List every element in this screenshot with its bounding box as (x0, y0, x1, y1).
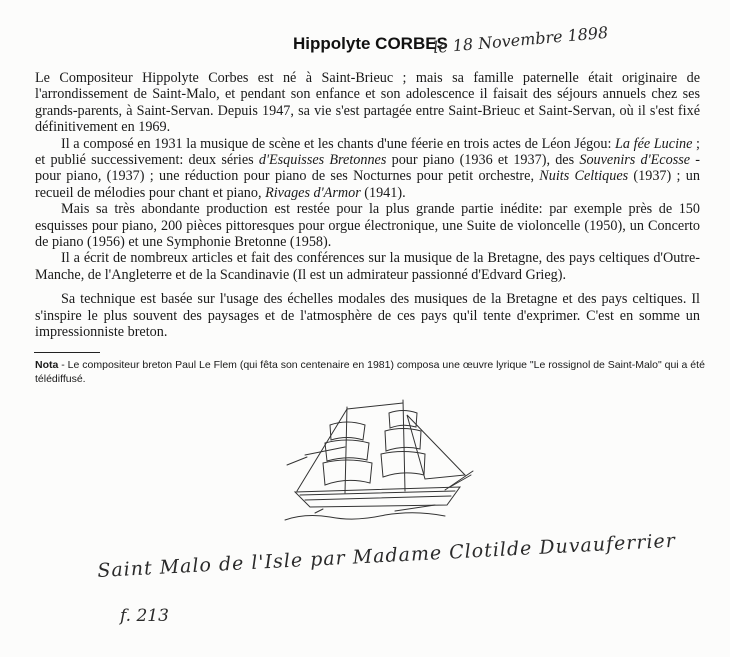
note-divider (34, 352, 100, 353)
work-title: Nuits Celtiques (539, 168, 629, 185)
handwritten-attribution: Saint Malo de l'Isle par Madame Clotilde Duvauferrier (96, 529, 677, 582)
text-run: ; et publié successivement: deux séries (35, 135, 700, 169)
text-run: - pour piano, (1937) ; une réduction pour piano de ses Nocturnes pour petit orchestre, (35, 152, 700, 185)
paragraph-3: Mais sa très abondante production est restée pour la plus grande partie inédite: par exemple près de 150 esquisses pour piano, 200 pièces pittoresques pour orgue électronique, une Suite de violoncelle (1950), un Concerto de piano (1956) et une Symphonie Bretonne (1958). (35, 201, 700, 251)
text-run: (1941). (360, 184, 406, 201)
text-run: (1937) ; un recueil de mélodies pour chant et piano, (35, 168, 700, 201)
paragraph-4: Il a écrit de nombreux articles et fait des conférences sur la musique de la Bretagne, des pays celtiques d'Outre-Manche, de l'Angleterre et de la Scandinavie (Il est un admirateur passionné d'Edvard Grieg). (35, 250, 700, 283)
biography-text (35, 70, 700, 341)
sailing-ship-sketch-icon (275, 395, 475, 535)
text-run: Il a composé en 1931 la musique de scène et les chants d'une féerie en trois actes de Léon Jégou: (61, 135, 616, 152)
paragraph-5: Sa technique est basée sur l'usage des échelles modales des musiques de la Bretagne et des pays celtiques. Il s'inspire le plus souvent des paysages et de l'atmosphère de ces pays qu'il tente d'exprimer. C'est en somme un impressionniste breton. (35, 291, 700, 341)
work-title: Rivages d'Armor (265, 184, 361, 201)
note-text: - Le compositeur breton Paul Le Flem (qui fêta son centenaire en 1981) composa une œuvre lyrique "Le rossignol de Saint-Malo" qui a été télédiffusé. (35, 359, 705, 385)
paragraph-2 (35, 136, 700, 202)
handwritten-date: le 18 Novembre 1898 (432, 22, 609, 58)
work-title: La fée Lucine (615, 135, 693, 152)
work-title: Souvenirs d'Ecosse (579, 152, 691, 169)
work-title: d'Esquisses Bretonnes (258, 152, 387, 169)
page-title: Hippolyte CORBES (293, 34, 448, 53)
footnote (35, 358, 705, 386)
folio-number: f. 213 (120, 606, 169, 626)
paragraph-1: Le Compositeur Hippolyte Corbes est né à Saint-Brieuc ; mais sa famille paternelle était originaire de l'arrondissement de Saint-Malo, et pendant son enfance et son adolescence il faisait des séjours annuels chez ses grands-parents, à Saint-Servan. Depuis 1947, sa vie s'est partagée entre Saint-Brieuc et Saint-Servan, où il s'est fixé définitivement en 1969. (35, 70, 700, 136)
text-run: pour piano (1936 et 1937), des (386, 152, 580, 169)
note-label: Nota (35, 359, 59, 371)
